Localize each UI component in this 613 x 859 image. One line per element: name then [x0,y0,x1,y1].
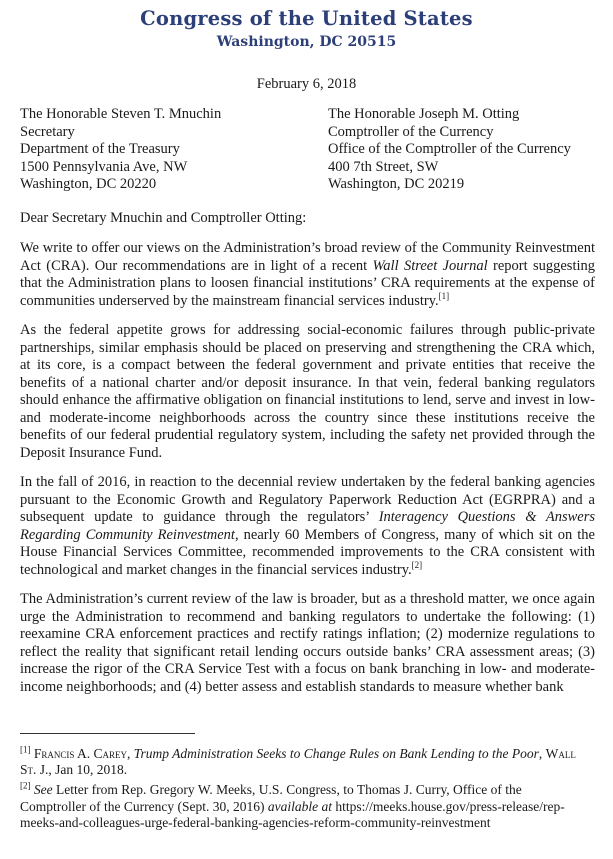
paragraph-2: As the federal appetite grows for addressing social-economic failures through public-private partnerships, similar emphasis should be placed on preserving and strengthening the CRA which, at its core, is a compact between the federal government and private entities that receive the benefits of a national charter and/or deposit insurance. In that vein, federal banking regulators should enhance the affirmative obligation on financial institutions to lend, serve and invest in low- and moderate-income neighborhoods across the country since these institutions receive the benefits of our federal prudential regulatory system, including the safety net provided through the Deposit Insurance Fund. [20,322,595,461]
recipient-street: 1500 Pennsylvania Ave, NW [20,158,188,175]
paragraph-3 [20,474,595,579]
letterhead-subtitle: Washington, DC 20515 [216,34,397,50]
paragraph-text: report suggesting that the Administration plans to loosen financial institutions’ CRA requirements at the expense of communities underserved by the mainstream financial services industry. [20,257,595,309]
footnote-separator: , [127,746,134,761]
footnote-divider [20,733,195,734]
footnote-separator: , [538,746,546,761]
footnote-2 [20,782,590,831]
paragraph-1 [20,240,595,310]
footnote-ref[interactable]: [2] [411,559,423,570]
footnote-marker: [2] [20,780,31,791]
recipient-organization: Office of the Comptroller of the Currency [328,141,571,157]
footnote-signal: See [33,782,53,798]
paragraph-text: In the fall of 2016, in reaction to the decennial review undertaken by the federal banking agencies pursuant to the Economic Growth and Regulatory Paperwork Reduction Act (EGRPRA) and a subsequent update to guidance through the regulators’ [20,474,595,525]
recipient-name: The Honorable Joseph M. Otting [328,106,520,122]
recipient-block-occ [328,106,571,194]
paragraph-text: , nearly 60 Members of Congress, many of which sit on the House Financial Services Committee, recommended improvements to the CRA consistent with technological and market changes in the financial services industry. [20,526,595,578]
recipient-title: Comptroller of the Currency [328,123,494,140]
paragraph-text: We write to offer our views on the Administration’s broad review of the Community Reinvestment Act (CRA). Our recommendations are in light of a recent [20,240,595,274]
footnote-text: Letter from Rep. Gregory W. Meeks, U.S. Congress, to Thomas J. Curry, Office of the Comptroller of the Currency (Sept. 30, 2016) [20,782,522,814]
footnote-url[interactable]: https://meeks.house.gov/press-release/rep-meeks-and-colleagues-urge-federal-banking-agencies-reform-community-reinvestment [20,798,565,830]
recipient-title: Secretary [20,123,75,140]
footnote-article-title: Trump Administration Seeks to Change Rules on Bank Lending to the Poor [133,746,539,761]
footnotes [20,746,590,835]
recipient-block-treasury [20,106,221,194]
recipient-name: The Honorable Steven T. Mnuchin [20,106,222,122]
footnote-1 [20,746,590,778]
letter-date: February 6, 2018 [256,76,357,92]
footnote-marker: [1] [20,744,31,755]
footnote-date: , Jan 10, 2018. [48,762,128,778]
salutation: Dear Secretary Mnuchin and Comptroller Otting: [20,210,307,226]
recipient-organization: Department of the Treasury [20,141,180,157]
recipient-city: Washington, DC 20220 [20,176,157,192]
footnote-signal: available at [267,798,332,814]
footnote-journal: Wall St. J. [20,746,576,778]
paragraph-4: The Administration’s current review of the law is broader, but as a threshold matter, we once again urge the Administration to recommend and banking regulators to undertake the following: (1) reexamine CRA enforcement practices and rectify ratings inflation; (2) modernize regulations to reflect the reality that significant retail lending occurs outside banks’ CRA assessment areas; (3) increase the rigor of the CRA Service Test with a focus on bank branching in low- and moderate-income neighborhoods; and (4) better assess and establish standards to measure whether bank [20,591,595,695]
guidance-title: Interagency Questions & Answers Regarding Community Reinvestment [20,509,595,543]
letterhead-title: Congress of the United States [140,7,473,30]
recipient-street: 400 7th Street, SW [328,158,439,175]
footnote-author: Francis A. Carey [33,746,128,761]
recipient-city: Washington, DC 20219 [328,176,465,192]
publication-name: Wall Street Journal [372,257,488,274]
letter-body [20,240,595,696]
footnote-ref[interactable]: [1] [438,290,450,301]
